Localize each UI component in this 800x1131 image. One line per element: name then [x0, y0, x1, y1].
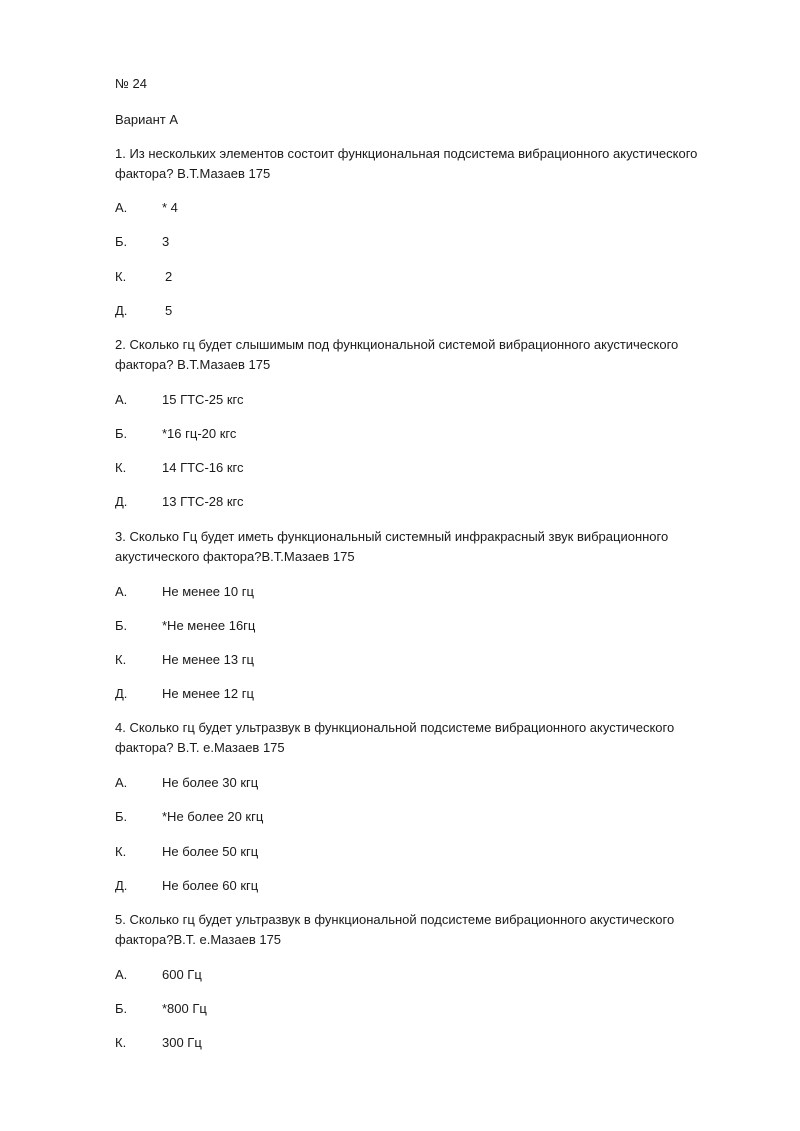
option-text: Не менее 10 гц [162, 584, 254, 599]
option-letter: Д. [115, 686, 128, 701]
option-text: 600 Гц [162, 967, 202, 982]
option-letter: К. [115, 844, 127, 859]
question-4: 4. Сколько гц будет ультразвук в функциональной подсистеме вибрационного акустического фактора? В.Т. е.Мазаев 175 [115, 720, 675, 755]
option-text: 13 ГТС-28 кгс [162, 494, 244, 509]
question-5: 5. Сколько гц будет ультразвук в функциональной подсистеме вибрационного акустического фактора?В.Т. е.Мазаев 175 [115, 912, 675, 947]
option-letter: А. [115, 775, 128, 790]
option-text: Не менее 13 гц [162, 652, 254, 667]
option-letter: Б. [115, 426, 128, 441]
option-letter: Б. [115, 1001, 128, 1016]
option-text: 2 [165, 269, 173, 284]
option-letter: К. [115, 652, 127, 667]
option-letter: А. [115, 584, 128, 599]
doc-number: № 24 [115, 76, 148, 91]
option-letter: А. [115, 200, 128, 215]
option-text: * 4 [162, 200, 178, 215]
question-3: 3. Сколько Гц будет иметь функциональный системный инфракрасный звук вибрационного акустического фактора?В.Т.Мазаев 175 [115, 529, 669, 564]
option-letter: К. [115, 269, 127, 284]
option-text: *800 Гц [162, 1001, 207, 1016]
option-text: 5 [165, 303, 173, 318]
option-letter: Б. [115, 809, 128, 824]
option-text: Не более 50 кгц [162, 844, 259, 859]
option-text: 15 ГТС-25 кгс [162, 392, 244, 407]
option-text: 3 [162, 234, 170, 249]
option-letter: К. [115, 1035, 127, 1050]
question-1: 1. Из нескольких элементов состоит функциональная подсистема вибрационного акустического фактора? В.Т.Мазаев 175 [115, 146, 698, 181]
option-text: 300 Гц [162, 1035, 202, 1050]
option-text: *16 гц-20 кгс [162, 426, 237, 441]
option-text: *Не менее 16гц [162, 618, 256, 633]
option-letter: К. [115, 460, 127, 475]
option-text: Не менее 12 гц [162, 686, 254, 701]
option-text: Не более 60 кгц [162, 878, 259, 893]
option-letter: Д. [115, 494, 128, 509]
option-letter: А. [115, 967, 128, 982]
option-letter: Д. [115, 303, 128, 318]
option-letter: Б. [115, 234, 128, 249]
option-letter: Д. [115, 878, 128, 893]
option-text: 14 ГТС-16 кгс [162, 460, 244, 475]
option-text: *Не более 20 кгц [162, 809, 264, 824]
option-letter: А. [115, 392, 128, 407]
option-letter: Б. [115, 618, 128, 633]
variant-heading: Вариант А [115, 112, 179, 127]
question-2: 2. Сколько гц будет слышимым под функциональной системой вибрационного акустического фактора? В.Т.Мазаев 175 [115, 337, 679, 372]
option-text: Не более 30 кгц [162, 775, 259, 790]
